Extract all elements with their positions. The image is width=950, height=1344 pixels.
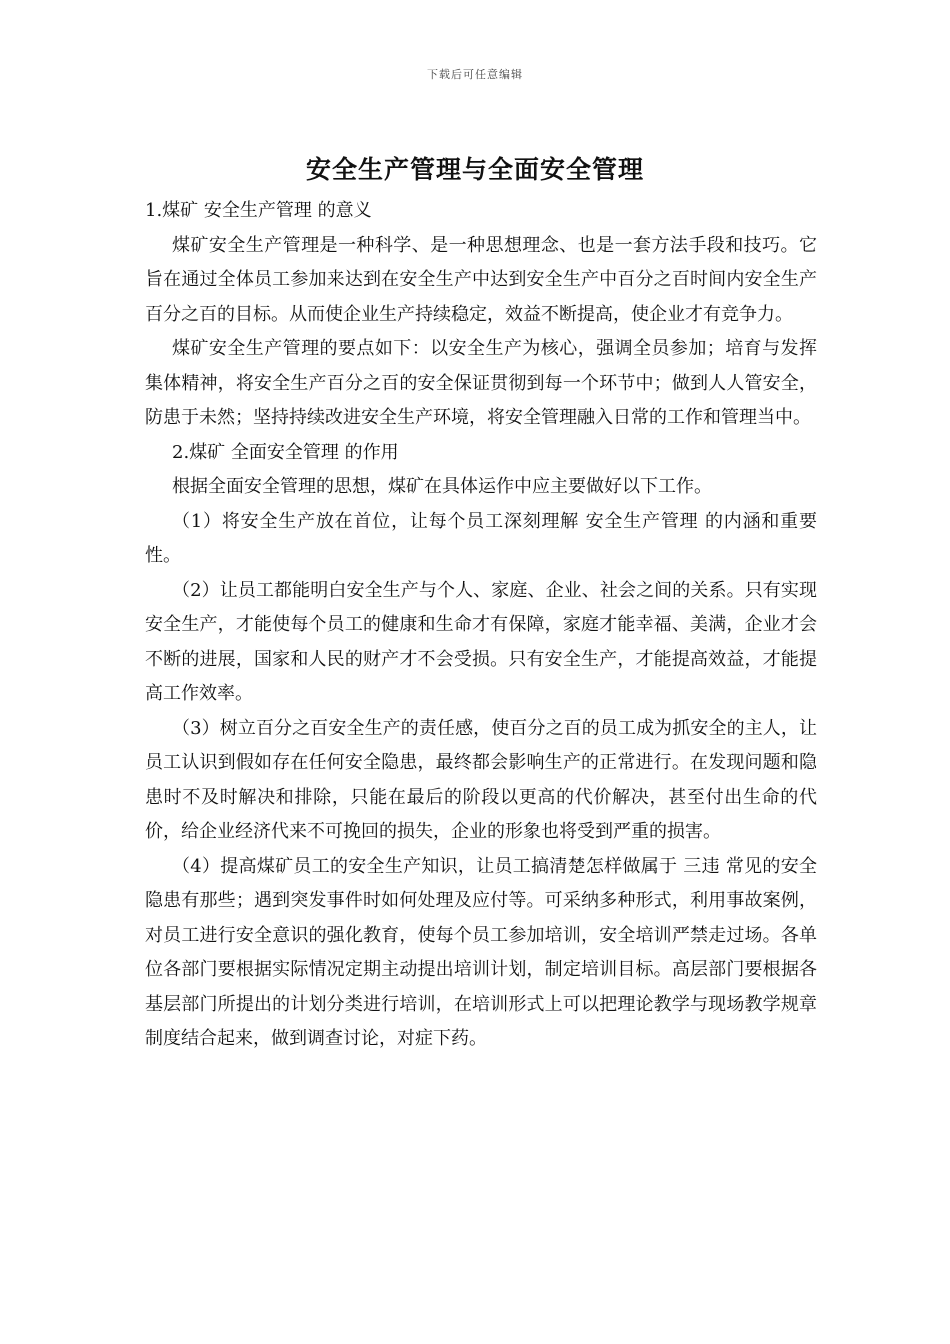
body-paragraph: 煤矿安全生产管理的要点如下：以安全生产为核心，强调全员参加；培育与发挥集体精神，将安全生产百分之百的安全保证贯彻到每一个环节中；做到人人管安全，防患于未然；坚持持续改进安全生产环境，将安全管理融入日常的工作和管理当中。	[145, 338, 817, 428]
list-item-2: （2）让员工都能明白安全生产与个人、家庭、企业、社会之间的关系。只有实现安全生产，才能使每个员工的健康和生命才有保障，家庭才能幸福、美满，企业才会不断的进展，国家和人民的财产才不会受损。只有安全生产，才能提高效益，才能提高工作效率。	[145, 579, 817, 704]
document-title: 安全生产管理与全面安全管理	[305, 155, 644, 184]
section-heading-2: 2.煤矿 全面安全管理 的作用	[172, 441, 399, 463]
list-item-4: （4）提高煤矿员工的安全生产知识，让员工搞清楚怎样做属于 三违 常见的安全隐患有那些；遇到突发事件时如何处理及应付等。可采纳多种形式，利用事故案例，对员工进行安全意识的强化教育，使每个员工参加培训，安全培训严禁走过场。各单位各部门要根据实际情况定期主动提出培训计划，制定培训目标。高层部门要根据各基层部门所提出的计划分类进行培训，在培训形式上可以把理论教学与现场教学规章制度结合起来，做到调查讨论，对症下药。	[145, 855, 817, 1049]
section-heading-1: 1.煤矿 安全生产管理 的意义	[145, 200, 372, 221]
body-paragraph: 根据全面安全管理的思想，煤矿在具体运作中应主要做好以下工作。	[172, 476, 712, 497]
document-body	[145, 194, 817, 1057]
list-item-3: （3）树立百分之百安全生产的责任感，使百分之百的员工成为抓安全的主人，让员工认识到假如存在任何安全隐患，最终都会影响生产的正常进行。在发现问题和隐患时不及时解决和排除，只能在最后的阶段以更高的代价解决，甚至付出生命的代价，给企业经济代来不可挽回的损失，企业的形象也将受到严重的损害。	[145, 717, 817, 842]
header-note: 下载后可任意编辑	[427, 68, 523, 81]
body-paragraph: 煤矿安全生产管理是一种科学、是一种思想理念、也是一套方法手段和技巧。它旨在通过全体员工参加来达到在安全生产中达到安全生产中百分之百时间内安全生产百分之百的目标。从而使企业生产持续稳定，效益不断提高，使企业才有竞争力。	[145, 234, 817, 325]
list-item-1: （1）将安全生产放在首位，让每个员工深刻理解 安全生产管理 的内涵和重要性。	[145, 510, 817, 566]
